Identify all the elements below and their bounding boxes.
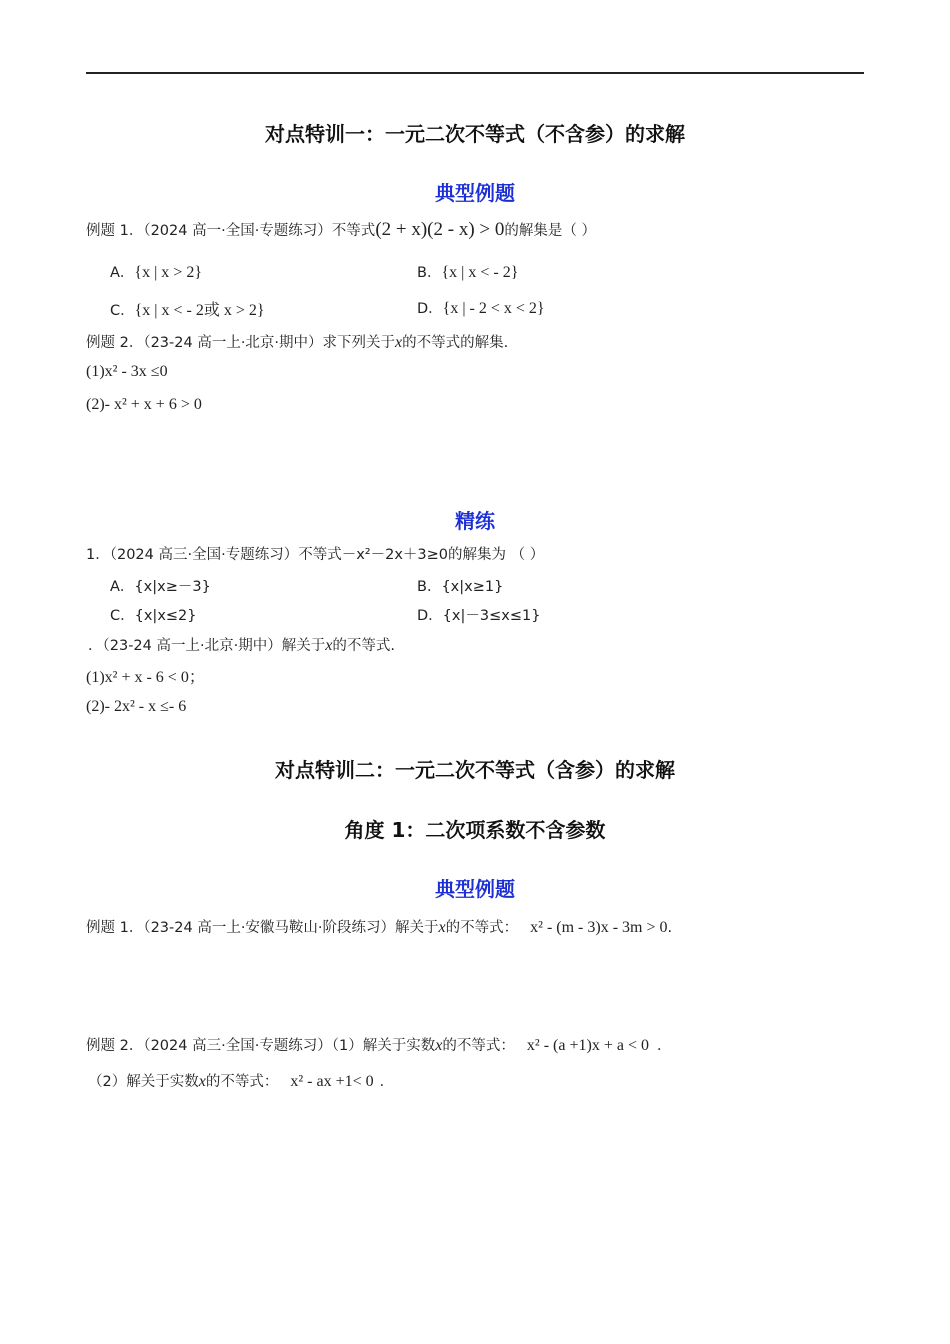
section2-example2-part2 xyxy=(88,1070,394,1091)
section2-example2-question xyxy=(86,1034,671,1055)
option-math: {x | x < - 2} xyxy=(441,264,519,281)
practice1-math: －x²－2x＋3≥0 xyxy=(341,547,449,563)
part2-mid: 的不等式： xyxy=(205,1074,279,1090)
option-letter: C． xyxy=(110,303,135,319)
section2-example2-end: ． xyxy=(656,1038,672,1054)
practice1-option-c[interactable] xyxy=(110,604,197,625)
practice2-tail: 的不等式. xyxy=(332,638,395,654)
practice2-question xyxy=(88,634,395,655)
option-math: {x | x < - 2或 x > 2} xyxy=(134,302,265,319)
example1-option-d[interactable] xyxy=(417,297,545,318)
example1-tail: 的解集是（ ） xyxy=(504,223,596,239)
example1-option-c[interactable] xyxy=(110,297,265,320)
practice1-option-d[interactable] xyxy=(417,604,540,625)
top-rule xyxy=(86,72,864,74)
example2-tail: 的不等式的解集. xyxy=(402,335,509,351)
section2-title: 对点特训二：一元二次不等式（含参）的求解 xyxy=(275,758,675,782)
section1-title: 对点特训一：一元二次不等式（不含参）的求解 xyxy=(265,122,685,146)
section2-example1-label: 例题 1．（23-24 高一上·安徽马鞍山·阶段练习）解关于 xyxy=(86,920,439,936)
option-letter: A． xyxy=(110,265,135,281)
example2-part1: (1)x² - 3x ≤0 xyxy=(86,363,168,380)
section2-example1-mid: 的不等式： xyxy=(445,920,519,936)
example2-label: 例题 2．（23-24 高一上·北京·期中）求下列关于 xyxy=(86,335,396,351)
variable-x: x xyxy=(198,1073,206,1090)
angle1-title: 角度 1：二次项系数不含参数 xyxy=(344,818,606,842)
variable-x: x xyxy=(438,919,446,936)
example1-label: 例题 1．（2024 高一·全国·专题练习）不等式 xyxy=(86,223,376,239)
practice2-part1: (1)x² + x - 6 < 0； xyxy=(86,669,205,686)
part2-math: x² - ax +1< 0 xyxy=(290,1073,374,1090)
practice2-part2: (2)- 2x² - x ≤- 6 xyxy=(86,698,187,715)
example1-math: (2 + x)(2 - x) > 0 xyxy=(375,219,505,240)
option-letter: B． xyxy=(417,579,442,595)
example1-option-b[interactable] xyxy=(417,261,518,282)
part2-end: ． xyxy=(379,1074,395,1090)
section2-example1-question xyxy=(86,916,672,937)
section2-example1-math: x² - (m - 3)x - 3m > 0 xyxy=(530,919,668,936)
section2-example2-mid: 的不等式： xyxy=(442,1038,515,1054)
typical-examples-heading-2: 典型例题 xyxy=(435,877,515,901)
option-math: {x|－3≤x≤1} xyxy=(442,608,541,624)
example1-question xyxy=(86,219,596,241)
option-letter: D． xyxy=(417,301,443,317)
variable-x: x xyxy=(395,334,403,351)
option-letter: D． xyxy=(417,608,443,624)
practice1-option-b[interactable] xyxy=(417,575,503,596)
option-letter: A． xyxy=(110,579,135,595)
variable-x: x xyxy=(435,1037,443,1054)
option-letter: B． xyxy=(417,265,442,281)
option-math: {x|x≤2} xyxy=(134,608,197,624)
option-math: {x|x≥1} xyxy=(441,579,504,595)
practice-heading: 精练 xyxy=(455,509,495,533)
option-math: {x|x≥－3} xyxy=(134,579,211,595)
option-letter: C． xyxy=(110,608,135,624)
practice1-label: 1．（2024 高三·全国·专题练习）不等式 xyxy=(86,547,342,563)
option-math: {x | - 2 < x < 2} xyxy=(442,300,545,317)
example2-question xyxy=(86,331,508,352)
typical-examples-heading-1: 典型例题 xyxy=(435,181,515,205)
practice1-tail: 的解集为 （ ） xyxy=(448,547,545,563)
practice1-question xyxy=(86,543,544,564)
option-math: {x | x > 2} xyxy=(134,264,203,281)
part2-label: （2）解关于实数 xyxy=(88,1074,199,1090)
example2-part2: (2)- x² + x + 6 > 0 xyxy=(86,396,202,413)
variable-x: x xyxy=(325,637,333,654)
practice1-option-a[interactable] xyxy=(110,575,211,596)
practice2-label: ．（23-24 高一上·北京·期中）解关于 xyxy=(88,638,326,654)
example1-option-a[interactable] xyxy=(110,261,202,282)
section2-example2-label: 例题 2．（2024 高三·全国·专题练习）（1）解关于实数 xyxy=(86,1038,436,1054)
section2-example2-math: x² - (a +1)x + a < 0 xyxy=(526,1037,649,1054)
section2-example1-end: . xyxy=(667,920,673,936)
